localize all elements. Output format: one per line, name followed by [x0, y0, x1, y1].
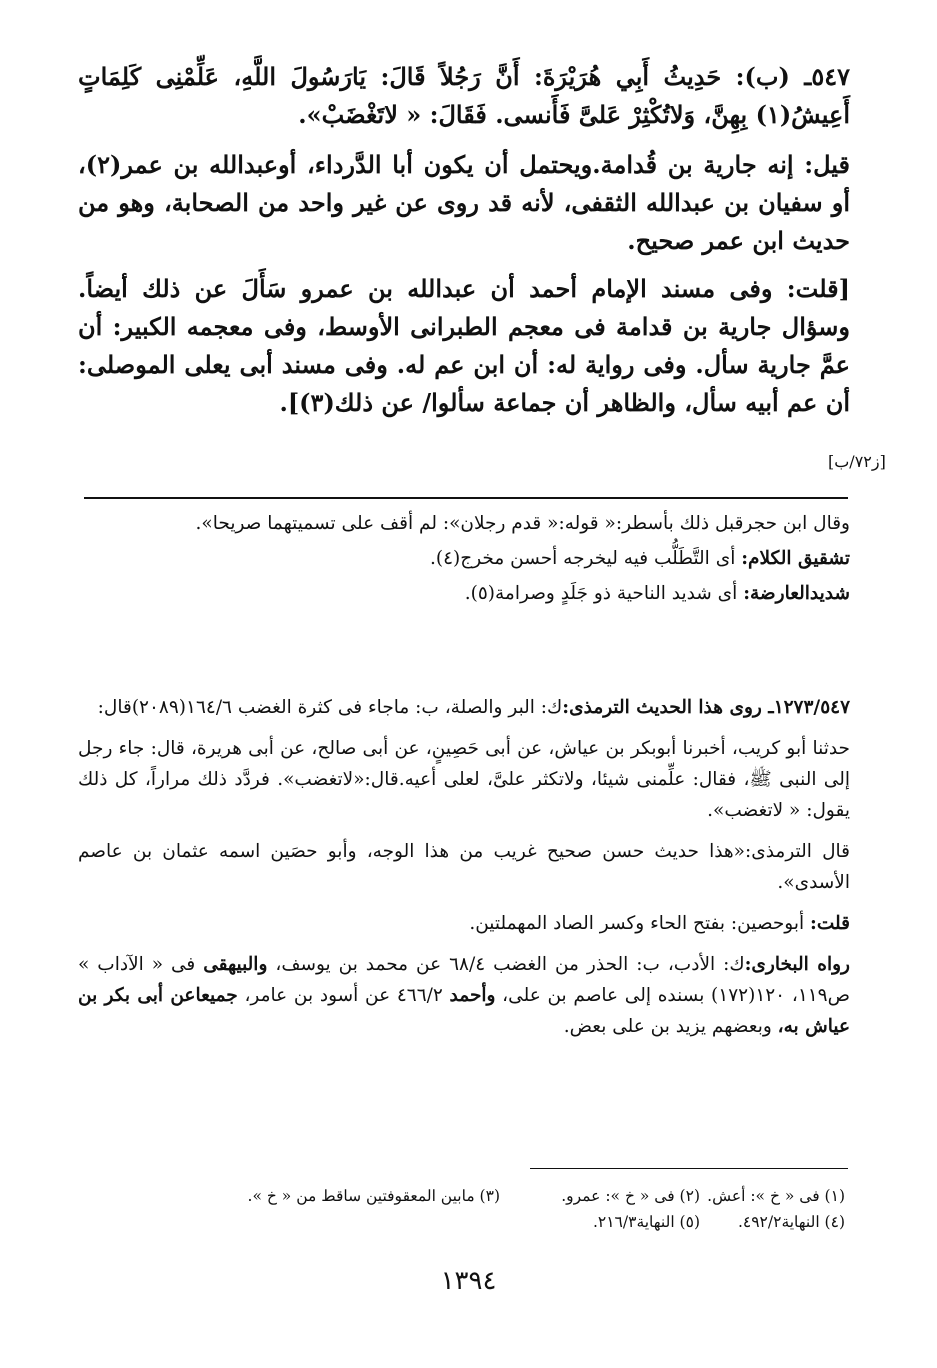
takhrij-paragraph [78, 908, 850, 939]
takhrij-heading: ١٢٧٣/٥٤٧ـ روى هذا الحديث الترمذى: [562, 697, 850, 718]
commentary-line [78, 543, 850, 574]
footnote: (٥) النهاية٢١٦/٣. [592, 1213, 700, 1231]
commentary-term: شديدالعارضة: [743, 583, 850, 604]
commentary-line [78, 578, 850, 609]
takhrij-label: جميعاعن أبى بكر بن عياش به، [78, 985, 850, 1037]
takhrij-text: وبعضهم يزيد بن على بعض. [563, 1016, 778, 1037]
takhrij-text: فى « الآداب » ص١١٩، ١٢٠(١٧٢) بسنده إلى عاصم بن على، [78, 954, 850, 1006]
takhrij-label: والبيهقى [203, 954, 268, 975]
note-paragraph: [قلت: وفى مسند الإمام أحمد أن عبدالله بن عمرو سَأَلَ عن ذلك أيضاً. وسؤال جارية بن قدامة فى معجم الطبرانى الأوسط، وفى معجمه الكبير: أن عمَّ جارية سأل. وفى رواية له: أن ابن عم له. وفى مسند أبى يعلى الموصلى: أن عم أبيه سأل، والظاهر أن جماعة سألوا/ عن ذلك(٣)]. [78, 274, 850, 417]
footnote: (١) فى « خ »: أعش. [707, 1187, 845, 1205]
footnote-row [100, 1184, 845, 1208]
commentary-definition: أى التَّطَلُّب فيه ليخرجه أحسن مخرج(٤). [429, 548, 742, 569]
takhrij-text: ك: الأدب، ب: الحذر من الغضب ٦٨/٤ عن محمد بن يوسف، [267, 954, 745, 975]
takhrij-text: أبوحصين: بفتح الحاء وكسر الصاد المهملتين. [469, 913, 811, 934]
page-number: ١٣٩٤ [440, 1266, 497, 1296]
takhrij-label: قلت: [810, 913, 850, 934]
section-divider [84, 497, 848, 499]
commentary-line: وقال ابن حجرقبل ذلك بأسطر:« قوله:« قدم رجلان»: لم أقف على تسميتهما صريحا». [195, 513, 850, 534]
takhrij-paragraph [78, 692, 850, 723]
hadith-paragraph: ٥٤٧ـ (ب): حَدِيثُ أَبِي هُرَيْرَةَ: أَنَّ رَجُلاً قَالَ: يَارَسُولَ اللَّهِ، عَلِّمْنِى كَلِمَاتٍ أَعِيشُ(١) بِهِنَّ، وَلاتُكْثِرْ عَلىَّ فَأَنسى. فَقَالَ: « لاتَغْضَبْ». [78, 62, 850, 129]
narrator-paragraph: قيل: إنه جارية بن قُدامة.ويحتمل أن يكون أبا الدَّرداء، أوعبدالله بن عمر(٢)، أو سفيان بن عبدالله الثقفى، لأنه قد روى عن غير واحد من الصحابة، وهو من حديث ابن عمر صحيح. [78, 150, 850, 255]
takhrij-paragraph: قال الترمذى:«هذا حديث حسن صحيح غريب من هذا الوجه، وأبو حصَين اسمه عثمان بن عاصم الأسدى». [78, 841, 850, 893]
commentary-block [78, 508, 850, 609]
footnote-divider [530, 1168, 848, 1169]
takhrij-block [78, 692, 850, 1042]
footnote: (٢) فى « خ »: عمرو. [561, 1187, 700, 1205]
takhrij-paragraph [78, 949, 850, 1042]
takhrij-text: ٤٦٦/٢ عن أسود بن عامر، [237, 985, 450, 1006]
main-text-block [78, 58, 850, 422]
footnote-row [100, 1210, 845, 1234]
commentary-term: تشقيق الكلام: [741, 548, 850, 569]
takhrij-label: وأحمد [449, 985, 496, 1006]
footnote: (٤) النهاية٤٩٢/٢. [737, 1213, 845, 1231]
margin-marker: [ز٧٢/ب] [828, 452, 886, 471]
commentary-definition: أى شديد الناحية ذو جَلَدٍ وصرامة(٥). [464, 583, 744, 604]
takhrij-source: ك: البر والصلة، ب: ماجاء فى كثرة الغضب ١٦٤/٦(٢٠٨٩)قال: [97, 697, 563, 718]
footnote: (٣) مابين المعقوفتين ساقط من « خ ». [247, 1187, 500, 1205]
takhrij-paragraph: حدثنا أبو كريب، أخبرنا أبوبكر بن عياش، عن أبى حَصِينٍ، عن أبى صالح، عن أبى هريرة، قال: جاء رجل إلى النبى ﷺ، فقال: علِّمنى شيئا، ولاتكثر علىَّ، لعلى أعيه.قال:«لاتغضب». فردَّد ذلك مراراً، كل ذلك يقول: « لاتغضب». [78, 738, 850, 821]
footnote-spacer [100, 1210, 500, 1234]
takhrij-label: رواه البخارى: [744, 954, 850, 975]
